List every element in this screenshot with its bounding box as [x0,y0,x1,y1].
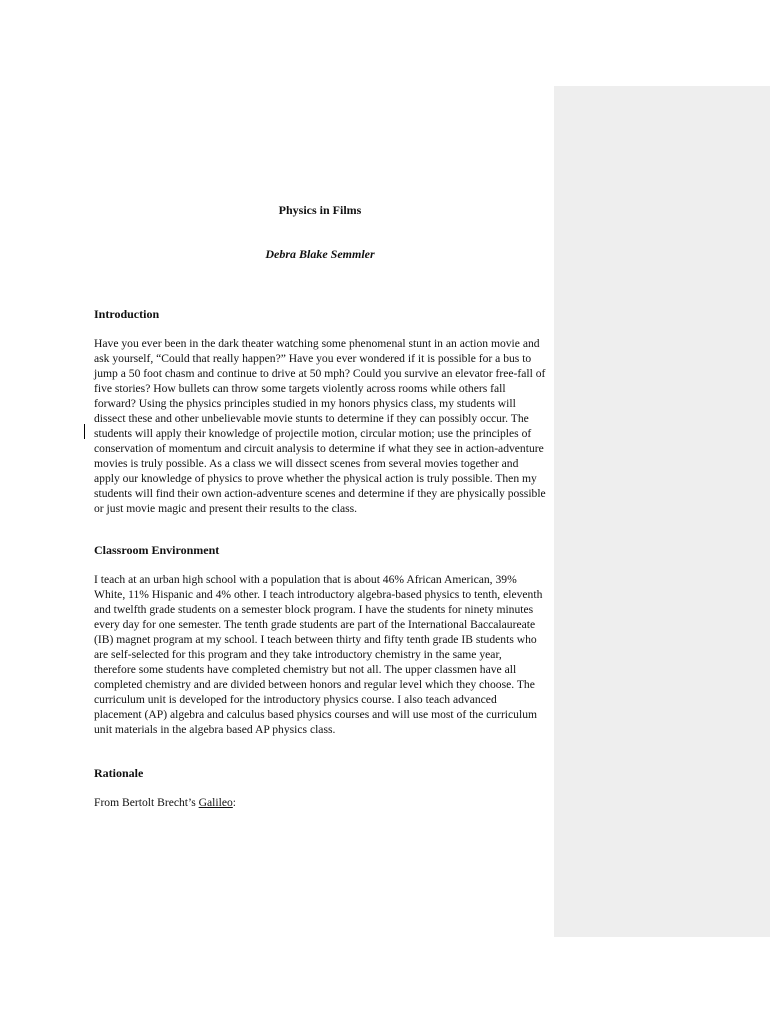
paragraph-introduction: Have you ever been in the dark theater watching some phenomenal stunt in an action movie and ask yourself, “Could that really happen?” Have you ever wondered if it is possible for a bus to jump a 50 foot chasm and continue to drive at 50 mph? Could you survive an elevator free-fall of five stories? How bullets can throw some targets violently across rooms while others fall forward? Using the physics principles studied in my honors physics class, my students will dissect these and other unbelievable movie stunts to determine if they can possibly occur. The students will apply their knowledge of projectile motion, circular motion; use the principles of conservation of momentum and circuit analysis to determine if what they see in action-adventure movies is truly possible. As a class we will dissect scenes from several movies together and apply our knowledge of physics to prove whether the physical action is truly possible. Then my students will find their own action-adventure scenes and determine if they are physically possible or just movie magic and present their results to the class. [94,337,546,515]
comment-margin-pane [554,86,770,937]
document-title: Physics in Films [278,203,362,217]
paragraph-classroom-environment: I teach at an urban high school with a population that is about 46% African American, 39% White, 11% Hispanic and 4% other. I teach introductory algebra-based physics to tenth, eleventh and twelfth grade students on a semester block program. I have the students for ninety minutes every day for one semester. The tenth grade students are part of the International Baccalaureate (IB) magnet program at my school. I teach between thirty and fifty tenth grade IB students who are self-selected for this program and they take introductory chemistry in the same year, therefore some students have completed chemistry but not all. The upper classmen have all completed chemistry and are divided between honors and regular level which they choose. The curriculum unit is developed for the introductory physics course. I also teach advanced placement (AP) algebra and calculus based physics courses and will use most of the curriculum unit materials in the algebra based AP physics class. [94,573,543,736]
rationale-text-suffix: : [232,796,237,809]
document-author: Debra Blake Semmler [265,247,375,261]
rationale-text-prefix: From Bertolt Brecht’s [94,796,199,809]
heading-rationale: Rationale [94,766,144,780]
heading-introduction: Introduction [94,307,160,321]
change-bar-marker [84,424,85,439]
galileo-link[interactable]: Galileo [198,796,233,809]
heading-classroom-environment: Classroom Environment [94,543,220,557]
paragraph-rationale [94,795,546,810]
